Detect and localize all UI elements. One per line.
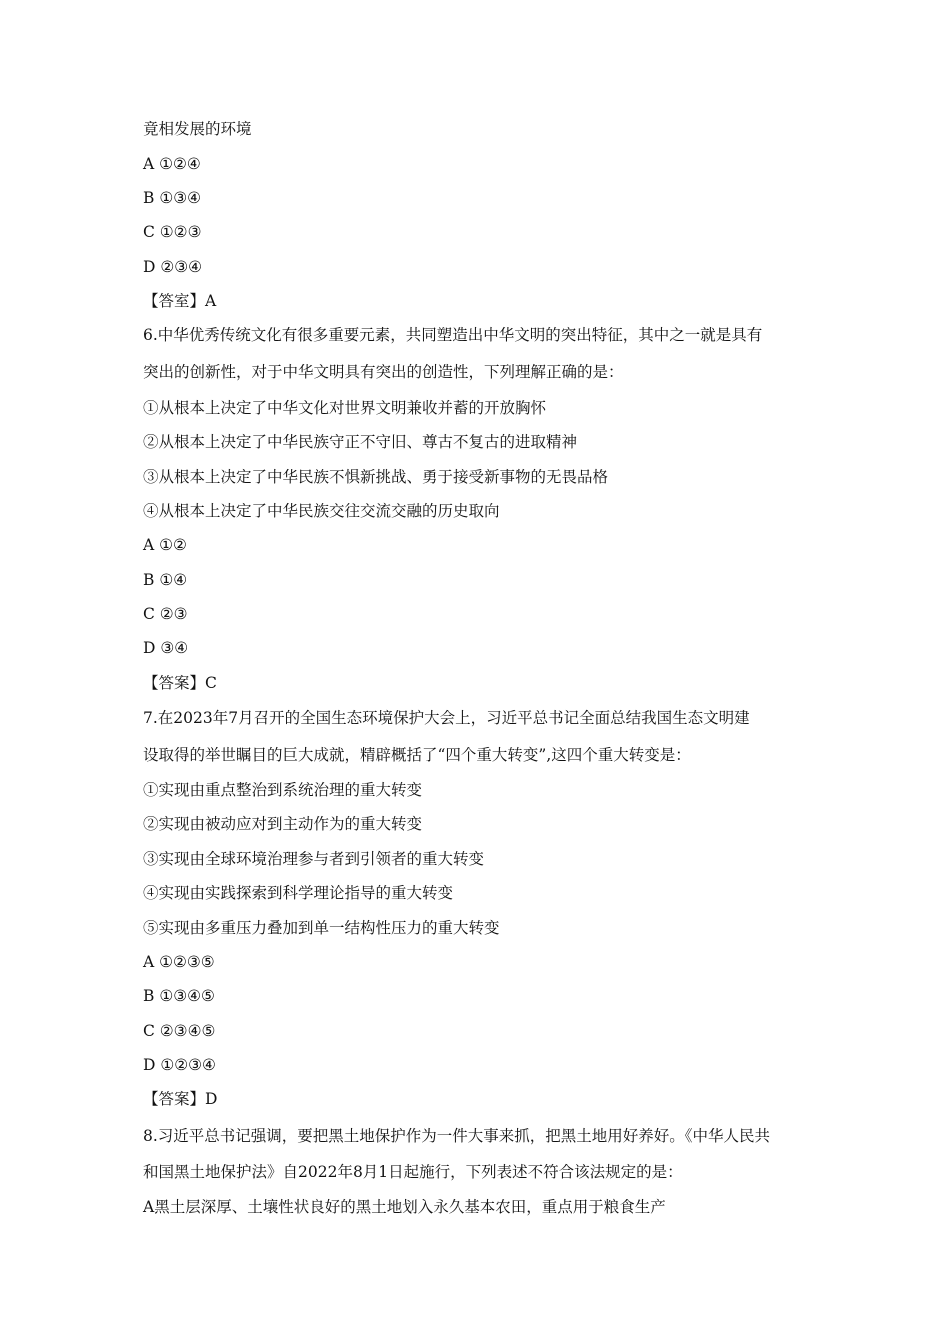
q7-answer: 【答案】D <box>143 1090 218 1108</box>
q6-statement-3: ③从根本上决定了中华民族不惧新挑战、勇于接受新事物的无畏品格 <box>143 468 609 486</box>
q5-option-b: B ①③④ <box>143 189 202 207</box>
q6-option-d: D ③④ <box>143 639 189 657</box>
q8-stem-line2: 和国黑土地保护法》自2022年8月1日起施行，下列表述不符合该法规定的是： <box>143 1163 683 1181</box>
q6-option-b: B ①④ <box>143 571 188 589</box>
q5-option-a: A ①②④ <box>143 155 201 173</box>
q6-statement-2: ②从根本上决定了中华民族守正不守旧、尊古不复古的进取精神 <box>143 433 578 451</box>
q7-statement-3: ③实现由全球环境治理参与者到引领者的重大转变 <box>143 850 485 868</box>
q7-statement-2: ②实现由被动应对到主动作为的重大转变 <box>143 815 423 833</box>
q6-option-a: A ①② <box>143 536 187 554</box>
q7-stem-line2: 设取得的举世瞩目的巨大成就，精辟概括了“四个重大转变”,这四个重大转变是： <box>143 746 691 764</box>
q8-stem-line1: 8.习近平总书记强调，要把黑土地保护作为一件大事来抓，把黑土地用好养好。《中华人民共 <box>143 1127 771 1145</box>
q5-answer: 【答室】A <box>143 292 217 310</box>
q7-statement-4: ④实现由实践探索到科学理论指导的重大转变 <box>143 884 454 902</box>
q6-statement-1: ①从根本上决定了中华文化对世界文明兼收并蓄的开放胸怀 <box>143 399 547 417</box>
q6-option-c: C ②③ <box>143 605 188 623</box>
q7-stem-line1: 7.在2023年7月召开的全国生态环境保护大会上，习近平总书记全面总结我国生态文明建 <box>143 709 750 727</box>
q7-option-a: A ①②③⑤ <box>143 953 215 971</box>
q6-answer: 【答案】C <box>143 674 217 692</box>
q7-option-d: D ①②③④ <box>143 1056 216 1074</box>
q7-statement-1: ①实现由重点整治到系统治理的重大转变 <box>143 781 423 799</box>
text-line-continuation: 竟相发展的环境 <box>143 120 252 138</box>
q7-option-b: B ①③④⑤ <box>143 987 215 1005</box>
q8-option-a: A黑土层深厚、土壤性状良好的黑土地划入永久基本农田，重点用于粮食生产 <box>143 1198 666 1216</box>
q7-statement-5: ⑤实现由多重压力叠加到单一结构性压力的重大转变 <box>143 919 500 937</box>
q7-option-c: C ②③④⑤ <box>143 1022 216 1040</box>
q5-option-c: C ①②③ <box>143 223 202 241</box>
q5-option-d: D ②③④ <box>143 258 203 276</box>
q6-stem-line2: 突出的创新性，对于中华文明具有突出的创造性，下列理解正确的是： <box>143 363 624 381</box>
q6-statement-4: ④从根本上决定了中华民族交往交流交融的历史取向 <box>143 502 500 520</box>
q6-stem-line1: 6.中华优秀传统文化有很多重要元素，共同塑造出中华文明的突出特征，其中之一就是具有 <box>143 326 763 344</box>
